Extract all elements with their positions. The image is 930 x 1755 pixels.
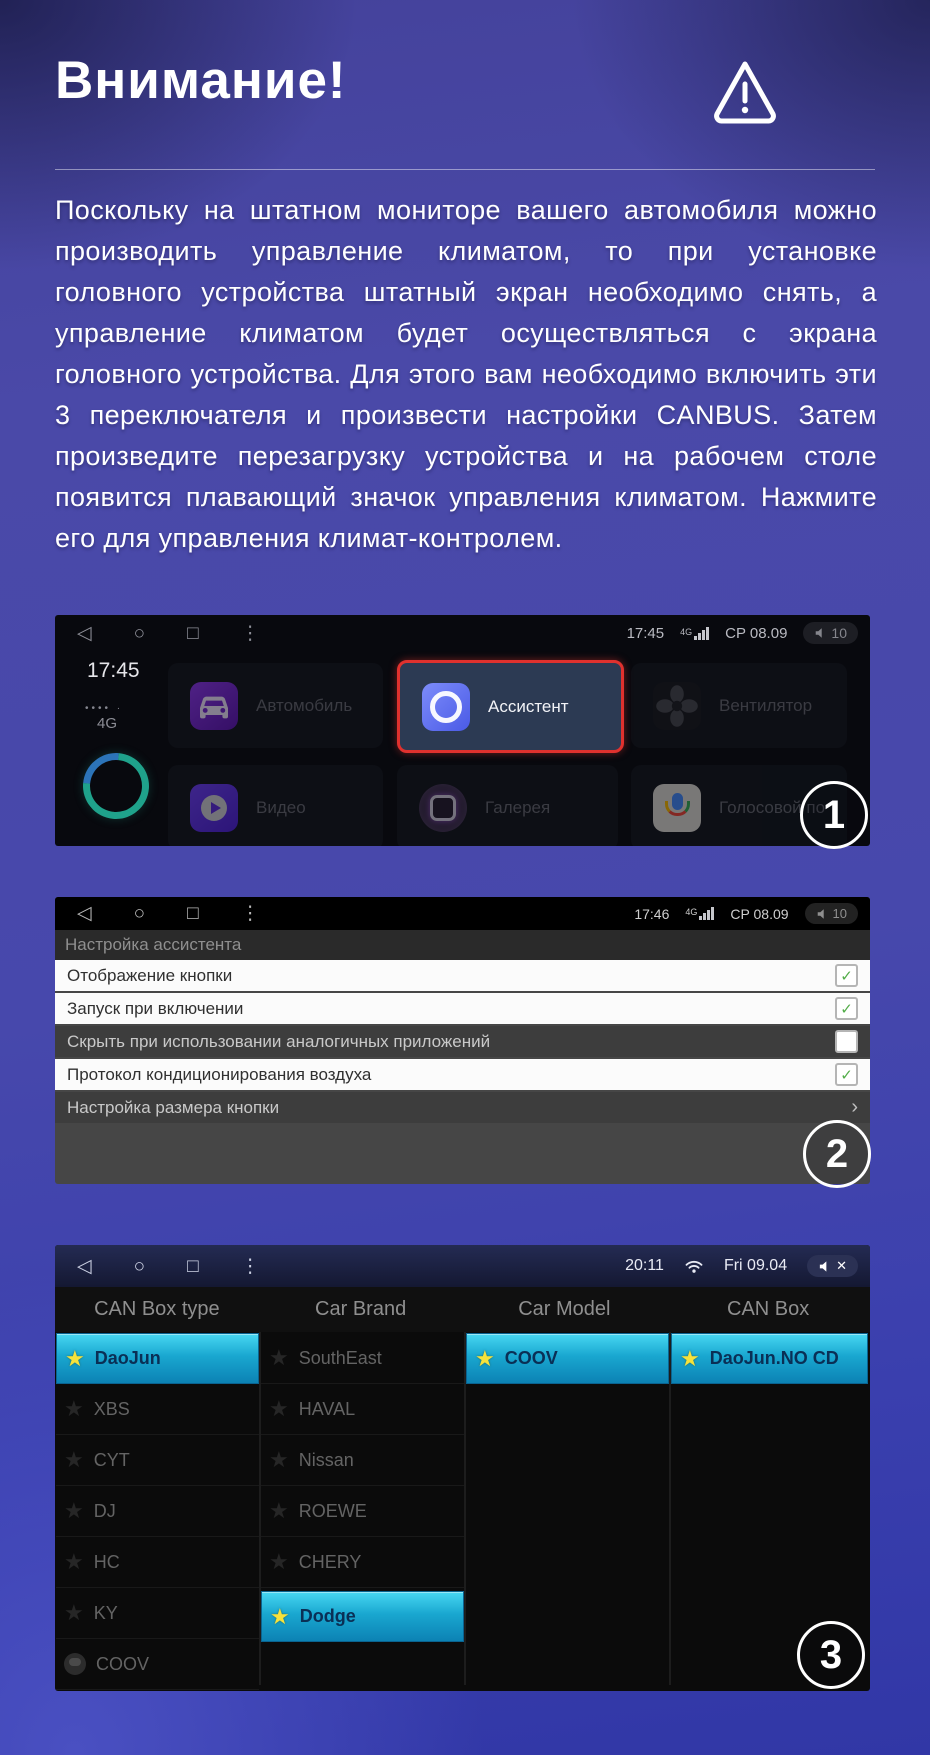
mute-pill bbox=[807, 1255, 858, 1277]
list-item-nissan[interactable]: ★ Nissan bbox=[261, 1435, 464, 1486]
step-badge-1: 1 bbox=[800, 781, 868, 849]
setting-row-autostart[interactable]: Запуск при включении ✓ bbox=[55, 993, 870, 1024]
app-tile-car[interactable] bbox=[168, 663, 383, 748]
speaker-icon bbox=[814, 627, 826, 639]
home-icon[interactable]: ○ bbox=[133, 622, 146, 644]
star-icon: ★ bbox=[64, 1447, 84, 1472]
star-icon: ★ bbox=[475, 1345, 495, 1371]
video-icon bbox=[190, 784, 238, 832]
setting-row-hide[interactable]: Скрыть при использовании аналогичных приложений bbox=[55, 1026, 870, 1057]
recents-icon[interactable]: □ bbox=[187, 1255, 199, 1277]
checkbox-checked[interactable]: ✓ bbox=[835, 997, 858, 1020]
list-item-southeast[interactable]: ★ SouthEast bbox=[261, 1333, 464, 1384]
menu-icon[interactable]: ⋮ bbox=[240, 1255, 260, 1277]
checkbox-unchecked[interactable] bbox=[835, 1030, 858, 1053]
checkbox-checked[interactable]: ✓ bbox=[835, 1063, 858, 1086]
list-item-ky[interactable]: ★ KY bbox=[56, 1588, 259, 1639]
star-icon: ★ bbox=[269, 1345, 289, 1370]
col-header-car-brand: Car Brand bbox=[315, 1298, 407, 1320]
list-item-coov-type[interactable]: COOV bbox=[56, 1639, 259, 1690]
speaker-icon bbox=[816, 908, 828, 920]
setting-row-ac-protocol[interactable]: Протокол кондиционирования воздуха ✓ bbox=[55, 1059, 870, 1090]
voice-assistant-ring-icon[interactable] bbox=[70, 740, 163, 833]
home-icon[interactable]: ○ bbox=[133, 903, 146, 924]
step-badge-2: 2 bbox=[803, 1120, 871, 1188]
setting-row-show-button[interactable]: Отображение кнопки ✓ bbox=[55, 960, 870, 991]
gallery-icon bbox=[419, 784, 467, 832]
car-icon bbox=[190, 682, 238, 730]
step-badge-3: 3 bbox=[797, 1621, 865, 1689]
star-icon: ★ bbox=[65, 1345, 85, 1371]
setting-row-button-size[interactable]: Настройка размера кнопки › bbox=[55, 1092, 870, 1123]
recents-icon[interactable]: □ bbox=[187, 903, 199, 924]
volume-level: 10 bbox=[832, 906, 847, 921]
assistant-icon bbox=[422, 683, 470, 731]
statusbar bbox=[55, 897, 870, 930]
list-item-xbs[interactable]: ★ XBS bbox=[56, 1384, 259, 1435]
app-tile-fan[interactable] bbox=[631, 663, 847, 748]
star-icon: ★ bbox=[269, 1498, 289, 1523]
wifi-icon bbox=[684, 1259, 704, 1274]
star-icon: ★ bbox=[680, 1345, 700, 1371]
list-item-hc[interactable]: ★ HC bbox=[56, 1537, 259, 1588]
col-header-can-box-type: CAN Box type bbox=[94, 1298, 220, 1320]
volume-pill bbox=[805, 903, 858, 924]
app-label: Галерея bbox=[485, 797, 551, 817]
settings-header: Настройка ассистента bbox=[55, 930, 870, 960]
coov-icon bbox=[64, 1653, 86, 1675]
status-date: Fri 09.04 bbox=[723, 1257, 788, 1274]
sidebar-clock: 17:45 bbox=[87, 659, 140, 682]
status-time: 17:46 bbox=[634, 905, 670, 922]
app-label: Автомобиль bbox=[256, 695, 353, 715]
chevron-right-icon: › bbox=[851, 1096, 858, 1118]
column-divider bbox=[464, 1332, 466, 1685]
screenshot-assistant-settings bbox=[55, 897, 870, 1184]
star-icon: ★ bbox=[64, 1396, 84, 1421]
warning-triangle-icon bbox=[710, 56, 780, 126]
back-icon[interactable]: ◁ bbox=[77, 1255, 92, 1277]
volume-level: 10 bbox=[831, 625, 847, 641]
app-tile-gallery[interactable] bbox=[397, 765, 618, 846]
fan-icon bbox=[653, 682, 701, 730]
app-tile-assistant[interactable] bbox=[397, 660, 624, 753]
statusbar bbox=[55, 615, 870, 651]
list-item-daojun[interactable]: ★ DaoJun bbox=[56, 1333, 259, 1384]
app-label: Видео bbox=[256, 797, 306, 817]
app-label: Ассистент bbox=[488, 696, 569, 716]
mute-x: ✕ bbox=[836, 1258, 847, 1273]
signal-4g-icon: 4G bbox=[685, 907, 714, 920]
star-icon: ★ bbox=[270, 1603, 290, 1629]
star-icon: ★ bbox=[269, 1396, 289, 1421]
divider bbox=[55, 169, 875, 170]
app-label: Вентилятор bbox=[719, 695, 813, 715]
body-text: Поскольку на штатном мониторе вашего автомобиля можно производить управление климатом, то при установке головного устройства штатный экран необходимо снять, а управление климатом будет осуществляться с экрана головного устройства. Для этого вам необходимо включить эти 3 переключателя и произвести настройки CANBUS. Затем произведите перезагрузку устройства и на рабочем столе появится плавающий значок управления климатом. Нажмите его для управления климат-контролем. bbox=[55, 195, 877, 553]
screenshot-canbus bbox=[55, 1245, 870, 1691]
back-icon[interactable]: ◁ bbox=[77, 622, 92, 644]
star-icon: ★ bbox=[269, 1549, 289, 1574]
list-item-cyt[interactable]: ★ CYT bbox=[56, 1435, 259, 1486]
screenshot-launcher bbox=[55, 615, 870, 846]
col-header-car-model: Car Model bbox=[518, 1298, 611, 1320]
star-icon: ★ bbox=[64, 1600, 84, 1625]
canbus-column-headers bbox=[55, 1287, 870, 1332]
list-item-daojun-no-cd[interactable]: ★ DaoJun.NO CD bbox=[671, 1333, 868, 1384]
nav-buttons bbox=[55, 904, 260, 923]
statusbar bbox=[55, 1245, 870, 1287]
list-item-chery[interactable]: ★ CHERY bbox=[261, 1537, 464, 1588]
signal-4g-icon: 4G bbox=[680, 627, 709, 640]
app-label: Голосовой по bbox=[719, 797, 826, 817]
menu-icon[interactable]: ⋮ bbox=[240, 903, 260, 924]
status-time: 17:45 bbox=[626, 624, 665, 642]
signal-dots: •••• · bbox=[85, 703, 124, 714]
recents-icon[interactable]: □ bbox=[187, 622, 199, 644]
status-time: 20:11 bbox=[625, 1257, 664, 1274]
app-tile-video[interactable] bbox=[168, 765, 383, 846]
nav-buttons bbox=[55, 624, 260, 643]
google-mic-icon bbox=[653, 784, 701, 832]
page-title: Внимание! bbox=[55, 51, 347, 110]
star-icon: ★ bbox=[64, 1549, 84, 1574]
star-icon: ★ bbox=[269, 1447, 289, 1472]
list-item-roewe[interactable]: ★ ROEWE bbox=[261, 1486, 464, 1537]
checkbox-checked[interactable]: ✓ bbox=[835, 964, 858, 987]
star-icon: ★ bbox=[64, 1498, 84, 1523]
menu-icon[interactable]: ⋮ bbox=[240, 622, 260, 644]
list-item-dodge[interactable]: ★ Dodge bbox=[261, 1591, 464, 1642]
list-item-haval[interactable]: ★ HAVAL bbox=[261, 1384, 464, 1435]
speaker-muted-icon bbox=[818, 1260, 831, 1273]
list-item-coov-model[interactable]: ★ COOV bbox=[466, 1333, 669, 1384]
col-header-can-box: CAN Box bbox=[727, 1298, 810, 1320]
status-date: CP 08.09 bbox=[730, 905, 789, 922]
back-icon[interactable]: ◁ bbox=[77, 903, 92, 924]
list-item-dj[interactable]: ★ DJ bbox=[56, 1486, 259, 1537]
home-icon[interactable]: ○ bbox=[133, 1255, 146, 1277]
column-divider bbox=[669, 1332, 671, 1685]
nav-buttons bbox=[55, 1257, 260, 1276]
status-date: CP 08.09 bbox=[725, 624, 788, 642]
volume-pill bbox=[803, 622, 858, 644]
sidebar-network: 4G bbox=[97, 715, 118, 732]
